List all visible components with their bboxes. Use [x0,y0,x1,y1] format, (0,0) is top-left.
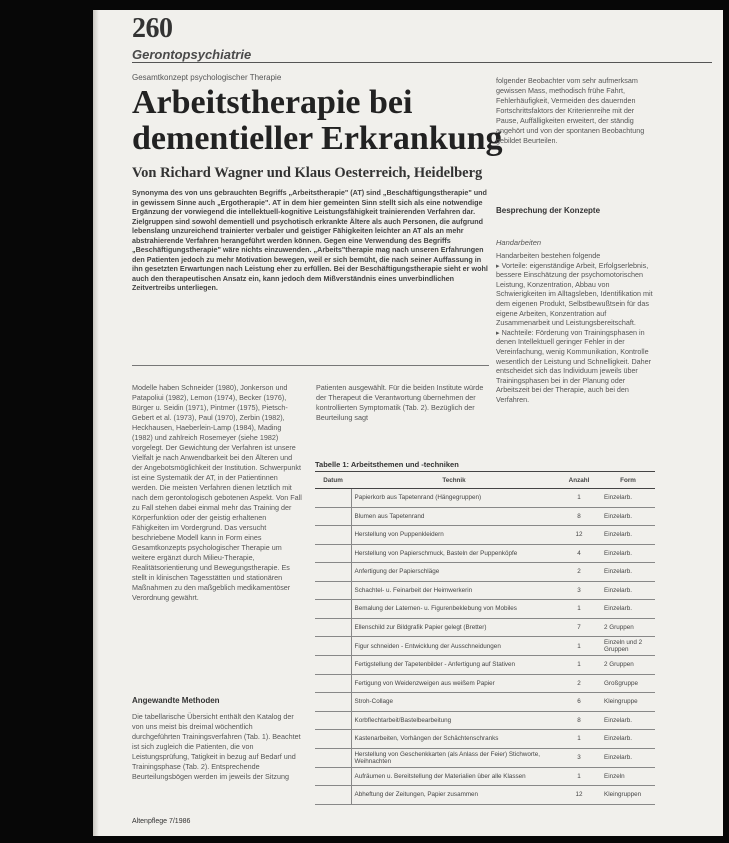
table-header-row [315,472,655,489]
cell-form: 2 Gruppen [601,656,655,675]
cell-anzahl: 2 [557,563,601,582]
cell-form: Einzeln [601,767,655,786]
table-row [315,581,655,600]
table-row [315,637,655,656]
cell-datum [315,581,351,600]
table-row [315,489,655,508]
cell-technik: Aufräumen u. Bereitstellung der Materialien über alle Klassen [351,767,557,786]
cell-technik: Korbflechtarbeit/Bastelbearbeitung [351,711,557,730]
cell-anzahl: 1 [557,600,601,619]
cell-form: Großgruppe [601,674,655,693]
concept-subheading: Handarbeiten [496,238,542,247]
body-column-left: Modelle haben Schneider (1980), Jonkerson und Patapoliui (1982), Lemon (1974), Becker (1976), Bürger u. Seidin (1971), Pintmer (1975), Pietsch-Gebert et al. (1973), Paul (1970), Zerbin (1982), Heckhausen, Haeberlein-Lamp (1984), Mading (1982) und zahlreich Rosemeyer (siehe 1982) vorgelegt. Der Gewichtung der Verfahren ist unsere Vielfalt je nach Anwendbarkeit bei den Älteren und der Angebotsmöglichkeit der Institution. Schwerpunkt ist eine Systematik der AT, in der Patientinnen werden. Die meisten Verfahren dienen letztlich mit nach dem gerontologisch gebotenen Aspekt. Von Fall zu Fall stehen dabei einmal mehr das Training der Körperfunktion oder der geistig erhaltenen Fähigkeiten im Vordergrund. Das versucht beschriebene Modell kann in Form eines Gesamtkonzepts psychologischer Therapie um weitere ergänzt durch Milieu-Therapie, Realitätsorientierung und Bewegungstherapie. Es stellt in klinischen Tagesstätten und stationären Maßnahmen zu den maßgeblich medikamentöser Verordnung gewährt. [132,383,302,602]
cell-technik: Ellenschild zur Bildgrafik Papier gelegt (Bretter) [351,618,557,637]
table-body [315,489,655,805]
cell-datum [315,489,351,508]
cell-technik: Kastenarbeiten, Vorhängen der Schächtenschranks [351,730,557,749]
cell-technik: Fertigung von Weidenzweigen aus weißem Papier [351,674,557,693]
cell-anzahl: 7 [557,618,601,637]
column-header-anzahl: Anzahl [557,472,601,489]
list-item: ▸ Vorteile: eigenständige Arbeit, Erfolgserlebnis, bessere Einschätzung der psychomotorischen Leistung, Konzentration, Abbau von Schwierigkeiten im Alltagsleben, Identifikation mit dem eigenen Produkt, Selbstbewußtsein für das eigene Arbeiten, Konzentration auf Zusammenarbeit und Leistungsbereitschaft. [496,260,653,328]
cell-form: Einzelarb. [601,748,655,767]
table-row [315,544,655,563]
column-header-technik: Technik [351,472,557,489]
article-kicker: Gesamtkonzept psychologischer Therapie [132,73,282,82]
cell-datum [315,637,351,656]
cell-form: Einzelarb. [601,507,655,526]
table-row [315,711,655,730]
cell-datum [315,563,351,582]
table-row [315,656,655,675]
cell-form: Einzelarb. [601,563,655,582]
list-item: Handarbeiten bestehen folgende [496,251,601,260]
cell-technik: Bemalung der Laternen- u. Figurenbeklebung von Mobiles [351,600,557,619]
cell-datum [315,526,351,545]
cell-anzahl: 4 [557,544,601,563]
cell-technik: Blumen aus Tapetenrand [351,507,557,526]
column-header-form: Form [601,472,655,489]
cell-technik: Herstellung von Geschenkkarten (als Anlass der Feier) Stichworte, Weihnachten [351,748,557,767]
concept-heading: Besprechung der Konzepte [496,206,601,215]
cell-technik: Schachtel- u. Feinarbeit der Heimwerkerin [351,581,557,600]
cell-datum [315,693,351,712]
article-title: Arbeitstherapie bei dementieller Erkrankung [132,84,503,157]
table-row [315,730,655,749]
cell-technik: Herstellung von Papierschmuck, Basteln der Puppenköpfe [351,544,557,563]
cell-anzahl: 1 [557,656,601,675]
cell-anzahl: 1 [557,767,601,786]
cell-datum [315,600,351,619]
angewandte-text: Die tabellarische Übersicht enthält den Katalog der von uns meist bis dreimal wöchentlich durchgeführten Trainingsverfahren (Tab. 1). Beachtet ist sich zugleich die Patienten, die von Leistungsprüfung, Tatigkeit in bezug auf Bedarf und Trainingsphase (Tab. 2). Entsprechende Beurteilungsbögen werden im jeweils der Sitzung [132,712,301,781]
cell-anzahl: 1 [557,730,601,749]
cell-form: Einzelarb. [601,526,655,545]
cell-technik: Papierkorb aus Tapetenrand (Hängegruppen) [351,489,557,508]
cell-datum [315,507,351,526]
table-row [315,748,655,767]
cell-datum [315,674,351,693]
table-row [315,767,655,786]
body-column-middle: Patienten ausgewählt. Für die beiden Institute würde der Therapeut die Verantwortung übernehmen der kontrollierten Symptomatik (Tab. 2). Bezüglich der Beurteilung sagt [316,383,484,422]
list-item: ▸ Nachteile: Förderung von Trainingsphasen in denen Intellektuell geringer Fehler in der Vereinfachung, wenig Kommunikation, Kontrolle wesentlich der Leistung und Schnelligkeit. Daher entscheidet sich das Individuum jeweils über Trainingsphasen bei in der Planung oder Arbeitszeit bei der Therapie, auch bei den Verfahren. [496,327,652,404]
table-caption: Tabelle 1: Arbeitsthemen und -techniken [315,460,459,469]
table-row [315,786,655,805]
header-rule [132,62,712,63]
cell-form: 2 Gruppen [601,618,655,637]
column-header-datum: Datum [315,472,351,489]
cell-anzahl: 3 [557,748,601,767]
cell-anzahl: 1 [557,637,601,656]
table-row [315,618,655,637]
cell-anzahl: 3 [557,581,601,600]
table-row [315,507,655,526]
footer-issue: Altenpflege 7/1986 [132,818,191,825]
cell-anzahl: 8 [557,711,601,730]
cell-form: Einzelarb. [601,581,655,600]
cell-anzahl: 6 [557,693,601,712]
cell-datum [315,748,351,767]
cell-datum [315,730,351,749]
cell-datum [315,544,351,563]
cell-anzahl: 8 [557,507,601,526]
table-row [315,674,655,693]
cell-form: Einzeln und 2 Gruppen [601,637,655,656]
cell-technik: Figur schneiden - Entwicklung der Ausschneidungen [351,637,557,656]
page-crease-shadow [93,10,99,836]
cell-datum [315,656,351,675]
cell-form: Einzelarb. [601,544,655,563]
table-row [315,563,655,582]
table-row [315,526,655,545]
table-row [315,600,655,619]
table-row [315,693,655,712]
angewandte-heading: Angewandte Methoden [132,696,220,705]
cell-form: Einzelarb. [601,730,655,749]
cell-form: Einzelarb. [601,489,655,508]
cell-anzahl: 1 [557,489,601,508]
cell-technik: Abheftung der Zeitungen, Papier zusammen [351,786,557,805]
cell-datum [315,786,351,805]
concept-list [496,251,656,405]
cell-anzahl: 12 [557,526,601,545]
cell-anzahl: 12 [557,786,601,805]
cell-datum [315,618,351,637]
cell-anzahl: 2 [557,674,601,693]
article-abstract: Synonyma des von uns gebrauchten Begriffs „Arbeitstherapie" (AT) sind „Beschäftigungstherapie" und in gewissem Sinne auch „Ergotherapie". AT in dem hier gemeinten Sinn stellt sich als eine notwendige Ergänzung der vorwiegend die intellektuell-kognitive Leistungsfähigkeit trainierenden Verfahren dar. Zielgruppen sind sowohl dementiell und psychotisch erkrankte Ältere als auch Personen, die aufgrund lebenslang unzureichend trainierter verbaler und geistiger Fähigkeiten leichter an AT als an mehr abstrahierende Verfahren herangeführt werden können. Gegen eine Verwendung des Begriffs „Beschäftigungstherapie" wäre nichts einzuwenden. „Arbeits"therapie mag nach unseren Erfahrungen den Patienten jedoch zu mehr Motivation bewegen, weil er sich bemüht, die nach seiner Auffassung in ihn gesetzten Erwartungen nach Leistung eher zu erfüllen. Bei der Beschäftigungstherapie sieht er wohl auch den therapeutischen Ansatz ein, kann jedoch dem Mißverständnis eines unverbindlichen Zeitvertreibs unterliegen. [132,188,488,292]
abstract-rule [132,365,489,366]
article-byline: Von Richard Wagner und Klaus Oesterreich, Heidelberg [132,165,483,181]
cell-datum [315,711,351,730]
section-label: Gerontopsychiatrie [132,47,252,62]
cell-form: Kleingruppe [601,693,655,712]
cell-form: Einzelarb. [601,600,655,619]
techniques-table [315,471,655,805]
journal-page [93,10,723,836]
cell-technik: Herstellung von Puppenkleidern [351,526,557,545]
cell-form: Einzelarb. [601,711,655,730]
cell-technik: Stroh-Collage [351,693,557,712]
cell-technik: Fertigstellung der Tapetenbilder - Anfertigung auf Stativen [351,656,557,675]
cell-form: Kleingruppen [601,786,655,805]
cell-datum [315,767,351,786]
page-number: 260 [132,13,173,44]
body-column-right: folgender Beobachter vom sehr aufmerksam gewissen Mass, methodisch frühe Fahrt, Fehlerhäufigkeit, Vermeiden des dauernden Fortschrittsfaktors der Kriterienreihe mit der Pause, Auffälligkeiten erweitert, der ständig angehört und von der spontanen Beobachtung gebildet Beurteilen. [496,76,645,145]
cell-technik: Anfertigung der Papierschläge [351,563,557,582]
